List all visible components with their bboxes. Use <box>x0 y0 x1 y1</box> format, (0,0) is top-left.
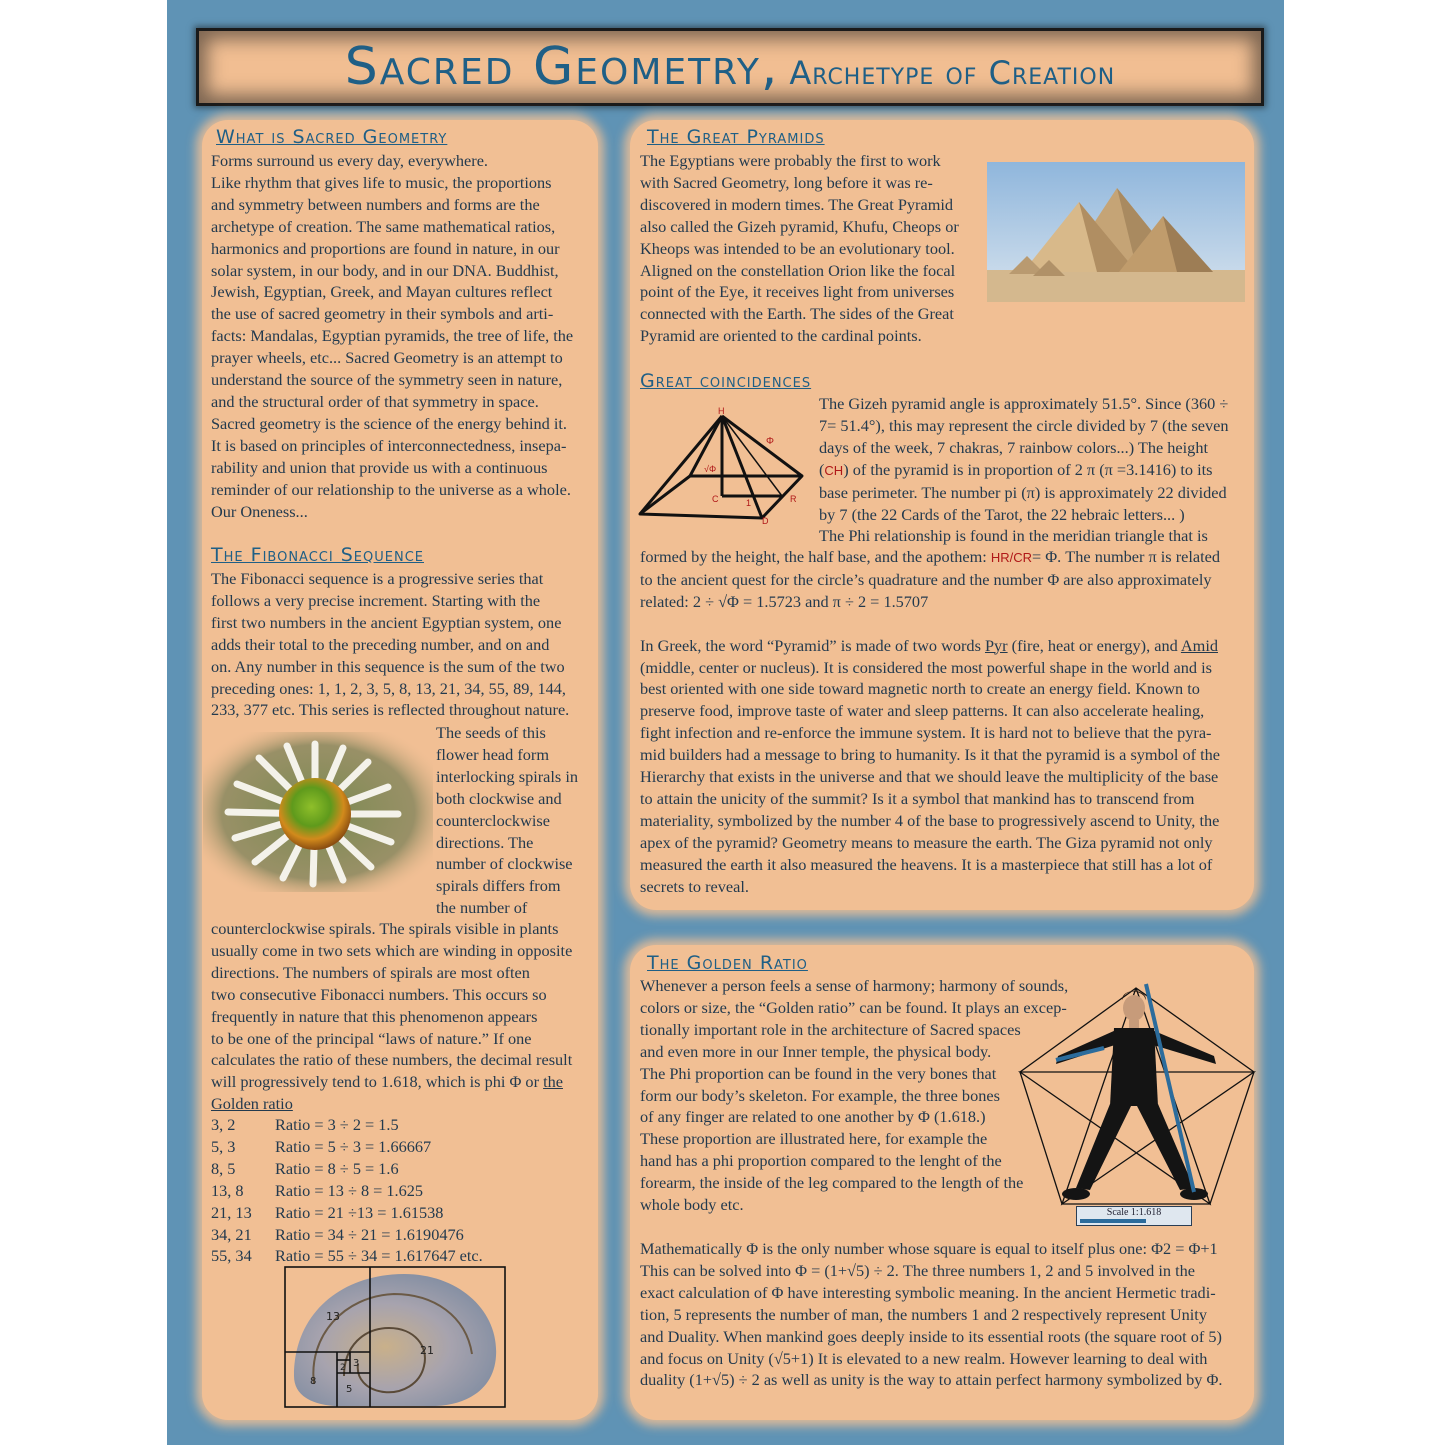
text-line: first two numbers in the ancient Egyptian system, one <box>211 612 562 632</box>
table-row <box>211 1202 483 1224</box>
text-line <box>211 1093 596 1115</box>
text-line: rability and union that provide us with a continuous <box>211 457 548 477</box>
flower-caption <box>436 722 596 919</box>
shell-label-8: 8 <box>310 1376 317 1387</box>
pyramids-heading: The Great Pyramids <box>647 126 825 148</box>
text-span: (fire, heat or energy), and <box>1007 635 1181 655</box>
golden-ratio-link-2[interactable]: Golden ratio <box>211 1094 293 1114</box>
label-one: 1 <box>746 498 752 508</box>
text-line: days of the week, 7 chakras, 7 rainbow colors...) The height <box>819 437 1208 457</box>
text-line: usually come in two sets which are winding in opposite <box>211 940 573 960</box>
text-line: forearm, the inside of the leg compared to the length of the <box>640 1173 1024 1193</box>
text-line: counterclockwise <box>436 810 550 830</box>
text-line: materiality, symbolized by the number 4 of the base to progressively ascend to Unity, the <box>640 810 1220 830</box>
text-line: and the structural order of that symmetry in space. <box>211 391 539 411</box>
scale-label: Scale 1:1.618 <box>1106 1207 1162 1218</box>
table-row <box>211 1245 483 1267</box>
text-line: Whenever a person feels a sense of harmony; harmony of sounds, <box>640 976 1069 995</box>
text-line: Aligned on the constellation Orion like the focal <box>640 260 956 280</box>
text-line: adds their total to the preceding number, and on and <box>211 634 550 654</box>
ratio-cell: Ratio = 8 ÷ 5 = 1.6 <box>275 1158 399 1178</box>
text-line: apex of the pyramid? Geometry means to measure the earth. The Giza pyramid not only <box>640 832 1213 852</box>
text-line: measured the earth it also measured the heavens. It is a masterpiece that still has a lot of <box>640 854 1213 874</box>
text-line: the number of <box>436 898 528 918</box>
label-root-phi: √Φ <box>704 464 717 474</box>
pair-cell: 3, 2 <box>211 1115 236 1134</box>
text-line: This can be solved into Φ = (1+√5) ÷ 2. The three numbers 1, 2 and 5 involved in the <box>640 1260 1196 1280</box>
text-span: ) of the pyramid is in proportion of 2 π (π =3.1416) to its <box>843 459 1213 479</box>
text-line: calculates the ratio of these numbers, the decimal result <box>211 1050 573 1070</box>
shell-label-13: 13 <box>326 1310 340 1323</box>
flower-image <box>203 732 433 892</box>
coincidences-heading: Great coincidences <box>640 370 812 392</box>
text-line: flower head form <box>436 744 550 764</box>
text-line: and Duality. When mankind goes deeply inside to its essential roots (the square root of 5) <box>640 1326 1222 1346</box>
text-line: Kheops was intended to be an evolutionary tool. <box>640 238 955 258</box>
table-row <box>211 1158 483 1180</box>
golden-math-body <box>640 1238 1250 1391</box>
table-row <box>211 1224 483 1246</box>
text-line: tionally important role in the architecture of Sacred spaces <box>640 1019 1021 1039</box>
text-line: colors or size, the “Golden ratio” can be found. It plays an excep- <box>640 997 1067 1017</box>
text-line: These proportion are illustrated here, for example the <box>640 1129 988 1149</box>
text-line: Hierarchy that exists in the universe and that we should leave the multiplicity of the base <box>640 767 1219 787</box>
pyr-link[interactable]: Pyr <box>984 635 1008 655</box>
text-line: Our Oneness... <box>211 501 308 521</box>
label-d: D <box>762 516 769 526</box>
ratio-cell: Ratio = 3 ÷ 2 = 1.5 <box>275 1115 399 1134</box>
text-span: = Φ. The number π is related <box>1032 547 1221 566</box>
coincidences-body-2 <box>640 546 1250 898</box>
page-subtitle: Archetype of Creation <box>789 54 1116 92</box>
text-line: facts: Mandalas, Egyptian pyramids, the tree of life, the <box>211 326 574 346</box>
text-line: preceding ones: 1, 1, 2, 3, 5, 8, 13, 21, 34, 55, 89, 144, <box>211 678 566 698</box>
text-line: Sacred geometry is the science of the energy behind it. <box>211 413 567 433</box>
text-line: The Phi proportion can be found in the very bones that <box>640 1063 997 1083</box>
text-line <box>640 635 1250 657</box>
pyramids-body <box>640 150 985 347</box>
text-line: directions. The <box>436 832 534 852</box>
text-line: related: 2 ÷ √Φ = 1.5723 and π ÷ 2 = 1.5707 <box>640 591 929 611</box>
text-span: formed by the height, the half base, and the apothem: <box>640 547 991 566</box>
text-line: frequently in nature that this phenomenon appears <box>211 1006 538 1026</box>
scale-bar <box>1076 1206 1192 1226</box>
golden-heading: The Golden Ratio <box>647 952 808 974</box>
text-line: secrets to reveal. <box>640 876 749 896</box>
pair-cell: 5, 3 <box>211 1136 236 1156</box>
coincidences-body <box>819 393 1249 547</box>
text-line: Like rhythm that gives life to music, the proportions <box>211 172 552 192</box>
shell-label-5: 5 <box>346 1384 353 1395</box>
pair-cell: 55, 34 <box>211 1246 252 1266</box>
text-line: and symmetry between numbers and forms are the <box>211 194 540 214</box>
text-span: will progressively tend to 1.618, which is phi Φ or <box>211 1072 544 1092</box>
scale-fill <box>1080 1219 1146 1223</box>
text-line: mid builders had a message to bring to humanity. Is it that the pyramid is a symbol of the <box>640 745 1220 765</box>
text-line: understand the source of the symmetry seen in nature, <box>211 370 563 390</box>
text-line: exact calculation of Φ have interesting symbolic meaning. In the ancient Hermetic tradi- <box>640 1282 1216 1302</box>
text-line: the use of sacred geometry in their symbols and arti- <box>211 304 554 324</box>
text-line: of any finger are related to one another by Φ (1.618.) <box>640 1107 986 1127</box>
ratio-cell: Ratio = 34 ÷ 21 = 1.6190476 <box>275 1224 464 1244</box>
ratio-cell: Ratio = 55 ÷ 34 = 1.617647 etc. <box>275 1246 483 1266</box>
text-line: interlocking spirals in <box>436 766 578 786</box>
text-line: tion, 5 represents the number of man, the numbers 1 and 2 respectively represent Unity <box>640 1304 1207 1324</box>
pair-cell: 8, 5 <box>211 1158 236 1178</box>
fibonacci-body-2 <box>211 918 596 1115</box>
text-line: directions. The numbers of spirals are most often <box>211 962 530 982</box>
text-line: both clockwise and <box>436 788 562 808</box>
text-line: The Gizeh pyramid angle is approximately 51.5°. Since (360 ÷ <box>819 394 1229 413</box>
blank-line <box>640 613 1250 635</box>
text-line: and even more in our Inner temple, the physical body. <box>640 1041 992 1061</box>
title-banner <box>196 28 1264 106</box>
shell-label-3: 3 <box>353 1358 360 1369</box>
text-line: Mathematically Φ is the only number whose square is equal to itself plus one: Φ2 = Φ+1 <box>640 1239 1218 1258</box>
text-line: 7= 51.4°), this may represent the circle divided by 7 (the seven <box>819 415 1229 435</box>
ch-label: CH <box>824 462 844 478</box>
text-line: discovered in modern times. The Great Pyramid <box>640 194 954 214</box>
text-span: ( <box>819 459 825 479</box>
text-line <box>211 1071 596 1093</box>
table-row <box>211 1136 483 1158</box>
text-line: Pyramid are oriented to the cardinal points. <box>640 326 922 346</box>
text-line: on. Any number in this sequence is the sum of the two <box>211 656 565 676</box>
text-line: spirals differs from <box>436 876 561 896</box>
pyramid-diagram <box>632 404 817 526</box>
text-line: two consecutive Fibonacci numbers. This occurs so <box>211 984 547 1004</box>
hr-cr-label: HR/CR <box>990 550 1033 565</box>
text-line <box>819 459 1249 482</box>
label-h: H <box>718 406 725 416</box>
text-line: The Phi relationship is found in the meridian triangle that is <box>819 526 1208 546</box>
text-line: It is based on principles of interconnectedness, insepa- <box>211 435 567 455</box>
table-row <box>211 1180 483 1202</box>
amid-link[interactable]: Amid <box>1180 635 1218 655</box>
text-line: to be one of the principal “laws of nature.” If one <box>211 1028 532 1048</box>
text-line: with Sacred Geometry, long before it was re- <box>640 172 933 192</box>
table-row <box>211 1114 483 1136</box>
text-line: base perimeter. The number pi (π) is approximately 22 divided <box>819 482 1227 502</box>
text-line: duality (1+√5) ÷ 2 as well as unity is the way to attain perfect harmony symbolized by Φ. <box>640 1370 1223 1390</box>
pyramids-photo <box>987 162 1245 302</box>
sacred-heading: What is Sacred Geometry <box>216 126 448 148</box>
text-line: fight infection and re-enforce the immune system. It is hard not to believe that the pyra- <box>640 723 1212 743</box>
text-line: 233, 377 etc. This series is reflected throughout nature. <box>211 700 570 720</box>
text-line: best oriented with one side toward magnetic north to create an energy field. Known to <box>640 679 1200 699</box>
text-line: follows a very precise increment. Starting with the <box>211 590 541 610</box>
text-line: (middle, center or nucleus). It is considered the most powerful shape in the world and is <box>640 657 1212 677</box>
text-line: point of the Eye, it receives light from universes <box>640 282 955 302</box>
ratio-cell: Ratio = 13 ÷ 8 = 1.625 <box>275 1180 424 1200</box>
ratio-table <box>211 1114 483 1267</box>
text-line <box>640 546 1250 569</box>
text-line: also called the Gizeh pyramid, Khufu, Cheops or <box>640 216 959 236</box>
fibonacci-body <box>211 568 596 721</box>
text-line: archetype of creation. The same mathematical ratios, <box>211 216 556 236</box>
text-line: Forms surround us every day, everywhere. <box>211 151 489 170</box>
text-line: number of clockwise <box>436 854 573 874</box>
text-line: The Fibonacci sequence is a progressive series that <box>211 569 544 588</box>
shell-label-21: 21 <box>420 1344 434 1357</box>
text-line: connected with the Earth. The sides of the Great <box>640 304 954 324</box>
nautilus-image <box>284 1266 507 1410</box>
text-line: counterclockwise spirals. The spirals visible in plants <box>211 919 559 938</box>
text-line: solar system, in our body, and in our DNA. Buddhist, <box>211 260 559 280</box>
text-line: hand has a phi proportion compared to the lenght of the <box>640 1151 1002 1171</box>
text-line: whole body etc. <box>640 1195 744 1215</box>
text-line: by 7 (the 22 Cards of the Tarot, the 22 hebraic letters... ) <box>819 504 1185 524</box>
page-title: Sacred Geometry, <box>344 37 780 97</box>
ratio-cell: Ratio = 5 ÷ 3 = 1.66667 <box>275 1136 432 1156</box>
label-phi: Φ <box>766 436 774 447</box>
label-c: C <box>712 494 719 504</box>
text-line: to the ancient quest for the circle’s quadrature and the number Φ are also approximately <box>640 569 1212 589</box>
text-line: Jewish, Egyptian, Greek, and Mayan cultures reflect <box>211 282 553 302</box>
pair-cell: 34, 21 <box>211 1224 252 1244</box>
text-line: to attain the unicity of the summit? Is it a symbol that mankind has to transcend from <box>640 788 1195 808</box>
sacred-body <box>211 150 596 522</box>
golden-ratio-link[interactable]: the <box>543 1072 563 1092</box>
pair-cell: 13, 8 <box>211 1180 244 1200</box>
text-line: reminder of our relationship to the universe as a whole. <box>211 479 571 499</box>
pair-cell: 21, 13 <box>211 1202 252 1222</box>
text-line: harmonics and proportions are found in nature, in our <box>211 238 560 258</box>
text-line: preserve food, improve taste of water and sleep patterns. It can also accelerate healing, <box>640 701 1205 721</box>
text-line: The Egyptians were probably the first to work <box>640 151 941 170</box>
fibonacci-heading: The Fibonacci Sequence <box>211 544 424 566</box>
text-line: form our body’s skeleton. For example, the three bones <box>640 1085 1000 1105</box>
text-span: In Greek, the word “Pyramid” is made of two words <box>640 635 985 655</box>
text-line: prayer wheels, etc... Sacred Geometry is an attempt to <box>211 348 563 368</box>
label-r: R <box>790 494 797 504</box>
text-line: and focus on Unity (√5+1) It is elevated to a new realm. However learning to deal with <box>640 1348 1208 1368</box>
text-line: The seeds of this <box>436 723 546 742</box>
ratio-cell: Ratio = 21 ÷13 = 1.61538 <box>275 1202 444 1222</box>
golden-figure <box>1018 978 1258 1230</box>
shell-label-2: 2 <box>340 1363 346 1373</box>
